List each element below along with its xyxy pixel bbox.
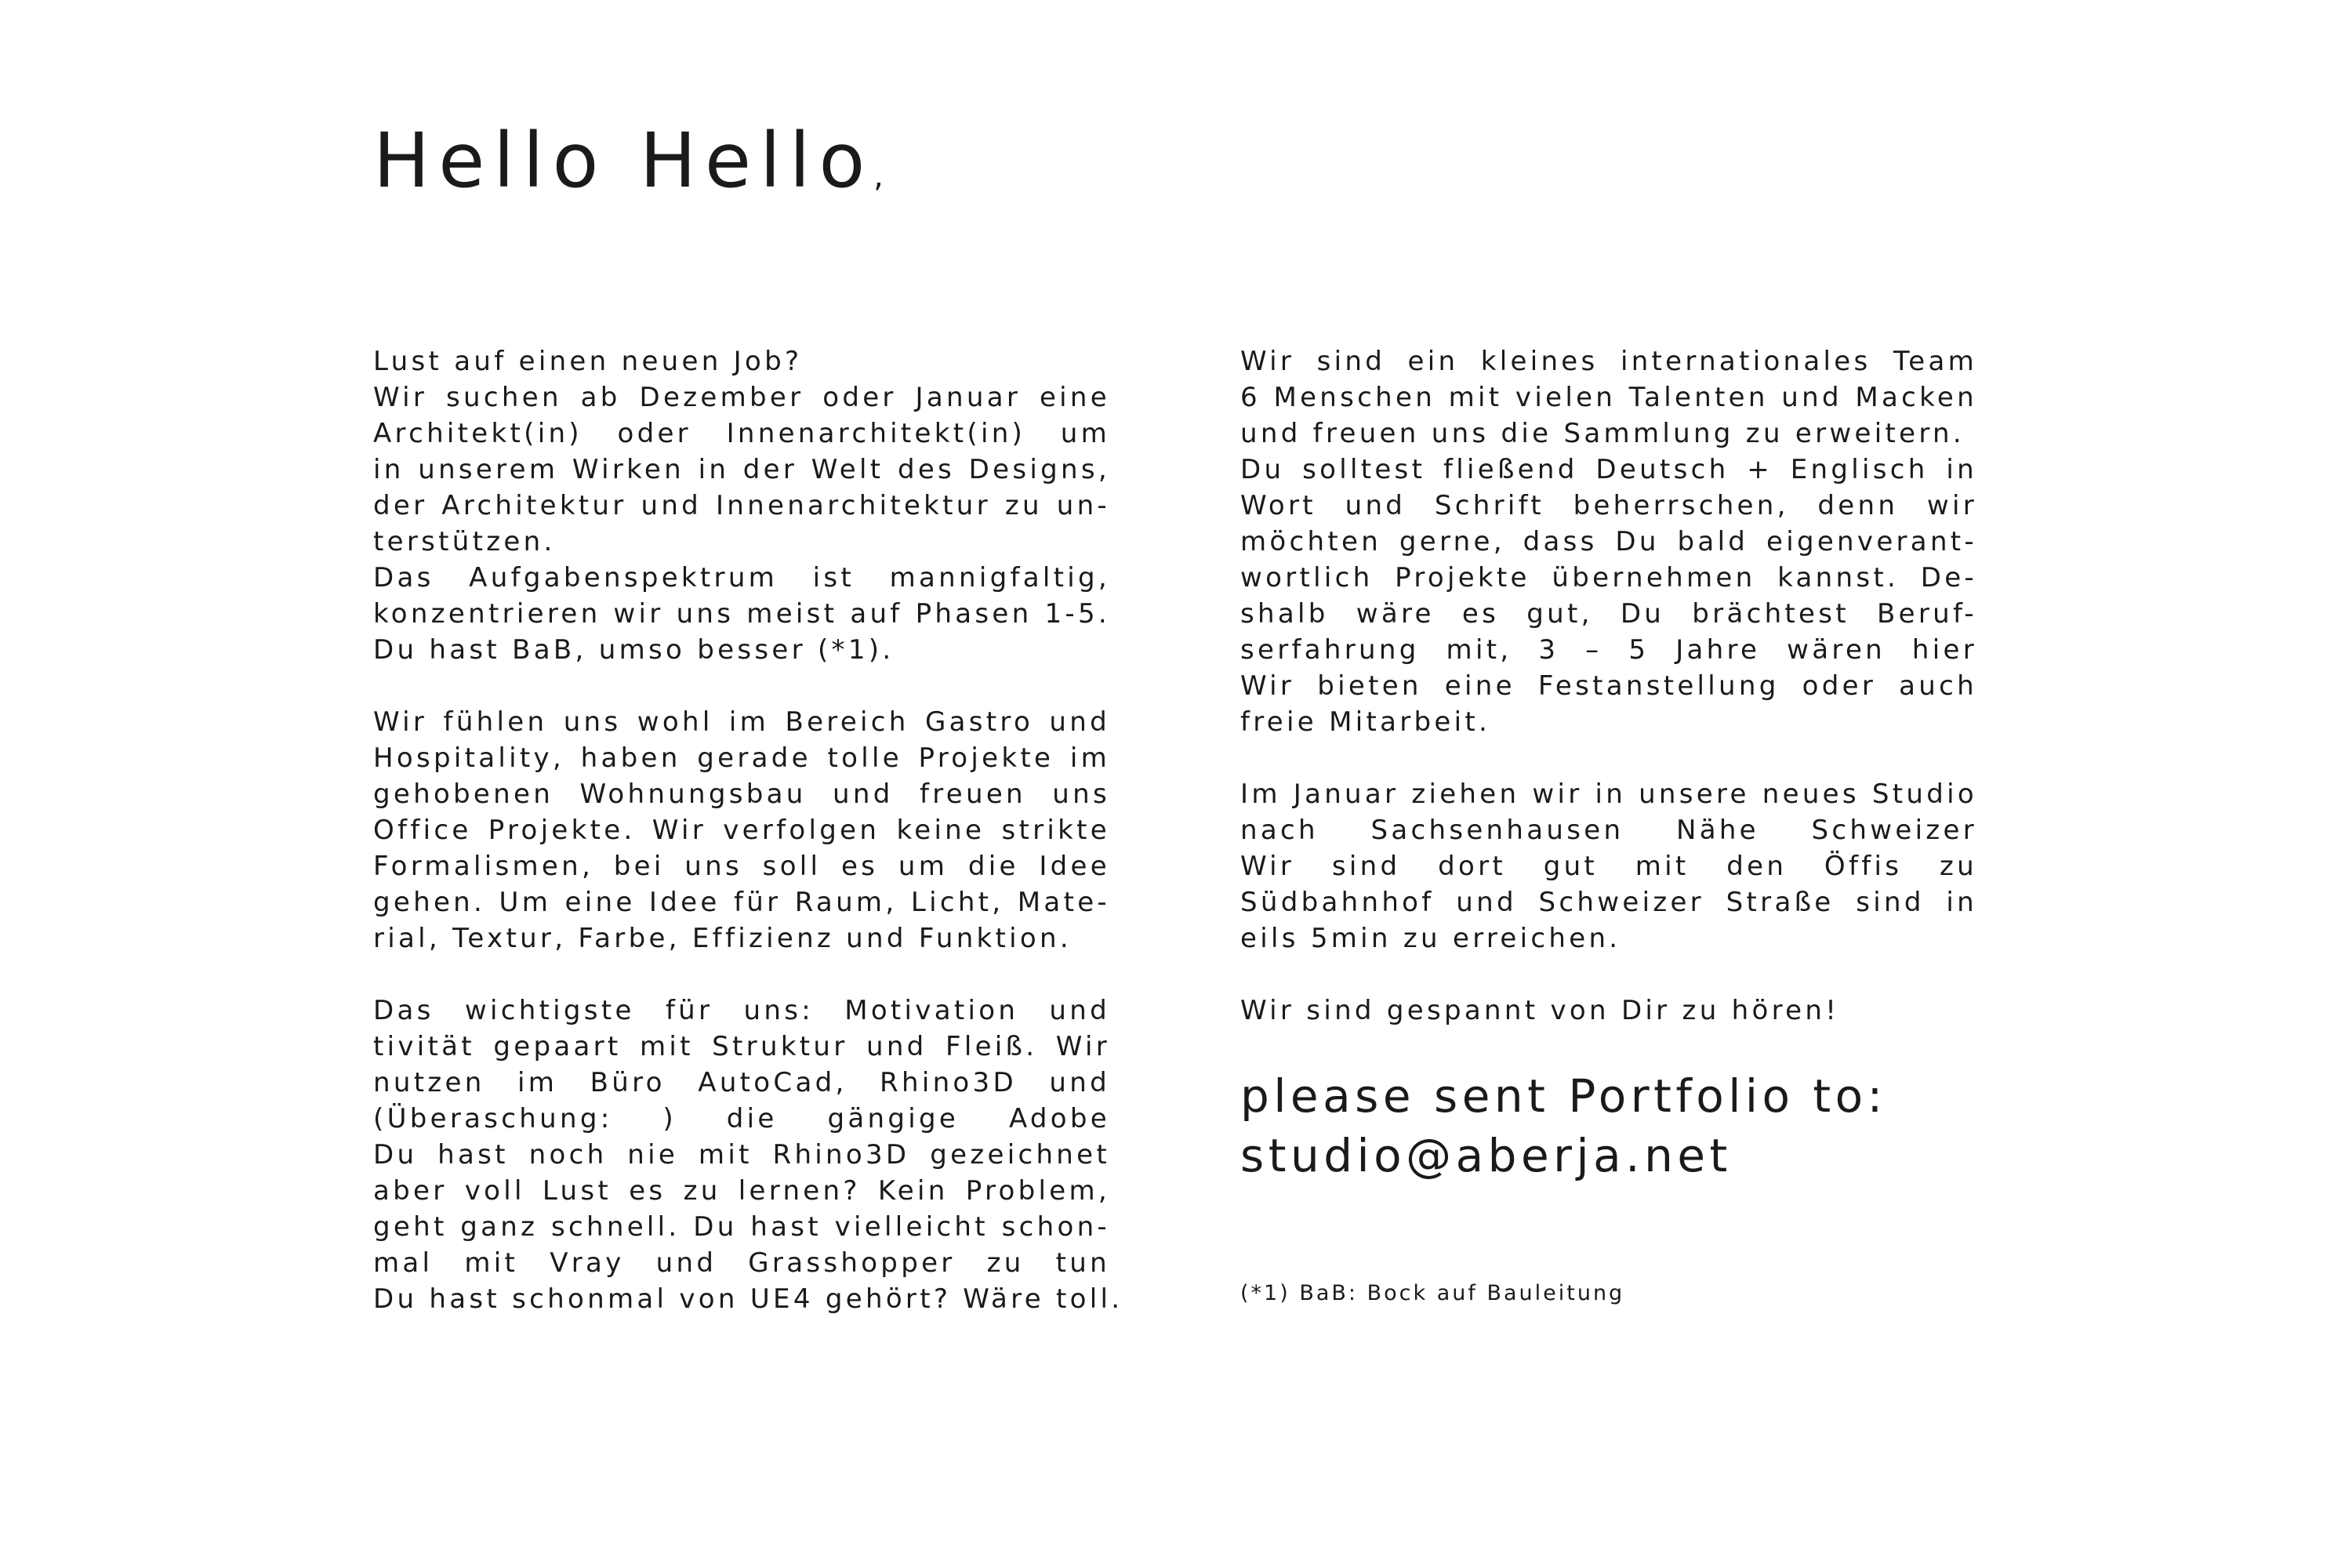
text-line: tivität gepaart mit Struktur und Fleiß. Wir <box>373 1031 1110 1062</box>
text-line: Du solltest fließend Deutsch + Englisch in <box>1240 454 1977 485</box>
text-line: aber voll Lust es zu lernen? Kein Problem, <box>373 1175 1110 1207</box>
text-line: nutzen im Büro AutoCad, Rhino3D und <box>373 1067 1110 1098</box>
text-line: Du hast BaB, umso besser (*1). <box>373 634 895 666</box>
text-line: Das wichtigste für uns: Motivation und <box>373 995 1110 1026</box>
text-line: in unserem Wirken in der Welt des Designs, <box>373 454 1110 485</box>
text-line: Architekt(in) oder Innenarchitekt(in) um <box>373 418 1110 449</box>
text-line: rial, Textur, Farbe, Effizienz und Funktion. <box>373 923 1072 954</box>
text-line: Du hast noch nie mit Rhino3D gezeichnet <box>373 1139 1110 1171</box>
portfolio-call-to-action <box>1240 1066 1887 1185</box>
title-text: Hello Hello <box>373 117 874 205</box>
text-line: nach Sachsenhausen Nähe Schweizer <box>1240 815 1977 846</box>
contact-email[interactable]: studio@aberja.net <box>1240 1129 1732 1182</box>
text-line: Wir bieten eine Festanstellung oder auch <box>1240 670 1977 702</box>
text-line: 6 Menschen mit vielen Talenten und Macken <box>1240 382 1977 413</box>
text-line: geht ganz schnell. Du hast vielleicht schon- <box>373 1211 1110 1243</box>
text-line: freie Mitarbeit. <box>1240 706 1491 738</box>
text-line: terstützen. <box>373 526 556 557</box>
paragraph-studio <box>1240 776 1977 956</box>
text-line: Wir fühlen uns wohl im Bereich Gastro und <box>373 706 1110 738</box>
text-line: Wir sind ein kleines internationales Team <box>1240 346 1977 377</box>
text-line: Office Projekte. Wir verfolgen keine strikte <box>373 815 1110 846</box>
text-line: gehobenen Wohnungsbau und freuen uns <box>373 779 1110 810</box>
page-title <box>373 110 884 227</box>
paragraph-intro <box>373 343 1110 668</box>
text-line: (Überaschung: ) die gängige Adobe <box>373 1103 1110 1134</box>
text-line: Wir suchen ab Dezember oder Januar eine <box>373 382 1110 413</box>
paragraph-requirements <box>373 993 1123 1317</box>
text-line: Du hast schonmal von UE4 gehört? Wäre toll. <box>373 1283 1123 1315</box>
text-line: möchten gerne, dass Du bald eigenverant- <box>1240 526 1977 557</box>
paragraph-team <box>1240 343 1977 740</box>
text-line: Wort und Schrift beherrschen, denn wir <box>1240 490 1977 521</box>
paragraph-closing <box>1240 993 1977 1029</box>
text-line: Formalismen, bei uns soll es um die Idee <box>373 851 1110 882</box>
right-column <box>1240 343 1977 1029</box>
text-line: Das Aufgabenspektrum ist mannigfaltig, <box>373 562 1110 593</box>
text-line: shalb wäre es gut, Du brächtest Beruf- <box>1240 598 1977 630</box>
text-line: und freuen uns die Sammlung zu erweitern. <box>1240 418 1965 449</box>
text-line: mal mit Vray und Grasshopper zu tun <box>373 1247 1110 1279</box>
text-line: Hospitality, haben gerade tolle Projekte im <box>373 742 1110 774</box>
text-line: Im Januar ziehen wir in unsere neues Studio <box>1240 779 1977 810</box>
text-line: gehen. Um eine Idee für Raum, Licht, Mate- <box>373 887 1110 918</box>
cta-text: please sent Portfolio to: <box>1240 1069 1887 1123</box>
text-line: serfahrung mit, 3 – 5 Jahre wären hier <box>1240 634 1977 666</box>
title-punctuation: , <box>873 158 884 194</box>
footnote: (*1) BaB: Bock auf Bauleitung <box>1240 1281 1625 1305</box>
text-line: Lust auf einen neuen Job? <box>373 346 803 377</box>
text-line: Wir sind gespannt von Dir zu hören! <box>1240 995 1840 1026</box>
text-line: Wir sind dort gut mit den Öffis zu <box>1240 851 1977 882</box>
text-line: Südbahnhof und Schweizer Straße sind in <box>1240 887 1977 918</box>
left-column <box>373 343 1123 1317</box>
text-line: konzentrieren wir uns meist auf Phasen 1-5. <box>373 598 1110 630</box>
text-line: eils 5min zu erreichen. <box>1240 923 1621 954</box>
paragraph-focus <box>373 704 1110 956</box>
text-line: wortlich Projekte übernehmen kannst. De- <box>1240 562 1977 593</box>
text-line: der Architektur und Innenarchitektur zu un- <box>373 490 1110 521</box>
